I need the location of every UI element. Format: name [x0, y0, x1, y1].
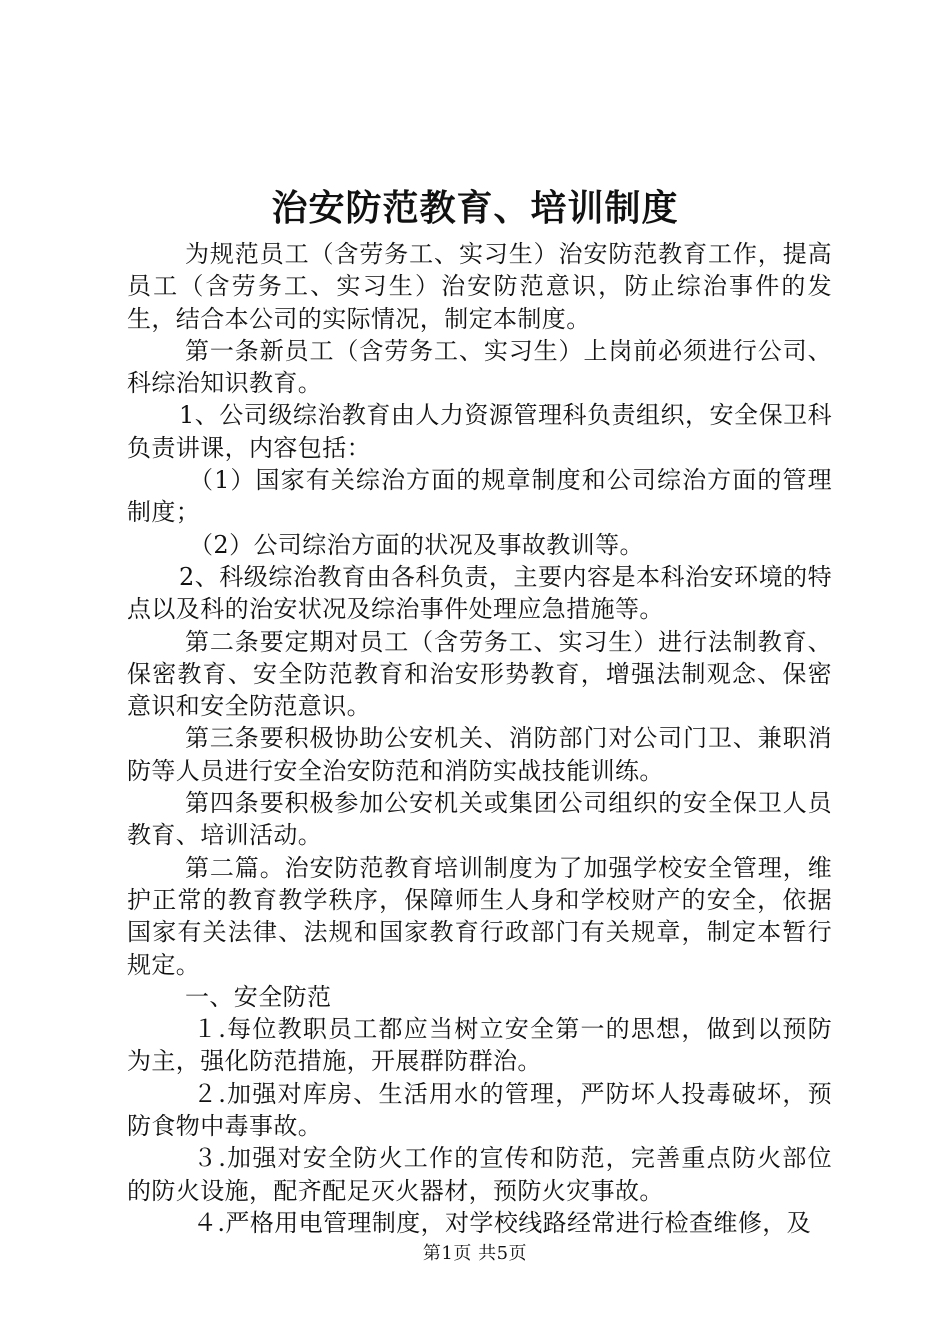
document-body [127, 238, 832, 1239]
paragraph-rule-3: ３.加强对安全防火工作的宣传和防范，完善重点防火部位的防火设施，配齐配足灭火器材，预防火灾事故。 [127, 1144, 832, 1205]
paragraph-rule-4: ４.严格用电管理制度，对学校线路经常进行检查维修，及 [193, 1208, 812, 1237]
paragraph-item-2: 2、科级综治教育由各科负责，主要内容是本科治安环境的特点以及科的治安状况及综治事件处理应急措施等。 [127, 562, 832, 624]
paragraph-article-4: 第四条要积极参加公安机关或集团公司组织的安全保卫人员教育、培训活动。 [127, 789, 832, 850]
paragraph-article-2: 第二条要定期对员工（含劳务工、实习生）进行法制教育、保密教育、安全防范教育和治安形势教育，增强法制观念、保密意识和安全防范意识。 [127, 627, 832, 721]
paragraph-subitem-2: （2）公司综治方面的状况及事故教训等。 [189, 530, 644, 559]
paragraph-article-3: 第三条要积极协助公安机关、消防部门对公司门卫、兼职消防等人员进行安全治安防范和消防实战技能训练。 [127, 724, 832, 785]
section-heading-security: 一、安全防范 [185, 982, 332, 1011]
paragraph-intro: 为规范员工（含劳务工、实习生）治安防范教育工作，提高员工（含劳务工、实习生）治安防范意识，防止综治事件的发生，结合本公司的实际情况，制定本制度。 [127, 240, 832, 333]
paragraph-article-1: 第一条新员工（含劳务工、实习生）上岗前必须进行公司、科综治知识教育。 [127, 336, 832, 398]
paragraph-rule-2: ２.加强对库房、生活用水的管理，严防坏人投毒破坏，预防食物中毒事故。 [127, 1079, 832, 1141]
paragraph-item-1: 1、公司级综治教育由人力资源管理科负责组织，安全保卫科负责讲课，内容包括： [127, 401, 832, 462]
document-title: 治安防范教育、培训制度 [271, 187, 679, 229]
paragraph-subitem-1: （1）国家有关综治方面的规章制度和公司综治方面的管理制度； [127, 466, 832, 527]
paragraph-part-2: 第二篇。治安防范教育培训制度为了加强学校安全管理，维护正常的教育教学秩序，保障师生人身和学校财产的安全，依据国家有关法律、法规和国家教育行政部门有关规章，制定本暂行规定。 [127, 853, 832, 979]
paragraph-rule-1: １.每位教职员工都应当树立安全第一的思想，做到以预防为主，强化防范措施，开展群防群治。 [127, 1015, 832, 1076]
page-number-footer: 第1页 共5页 [422, 1243, 528, 1264]
